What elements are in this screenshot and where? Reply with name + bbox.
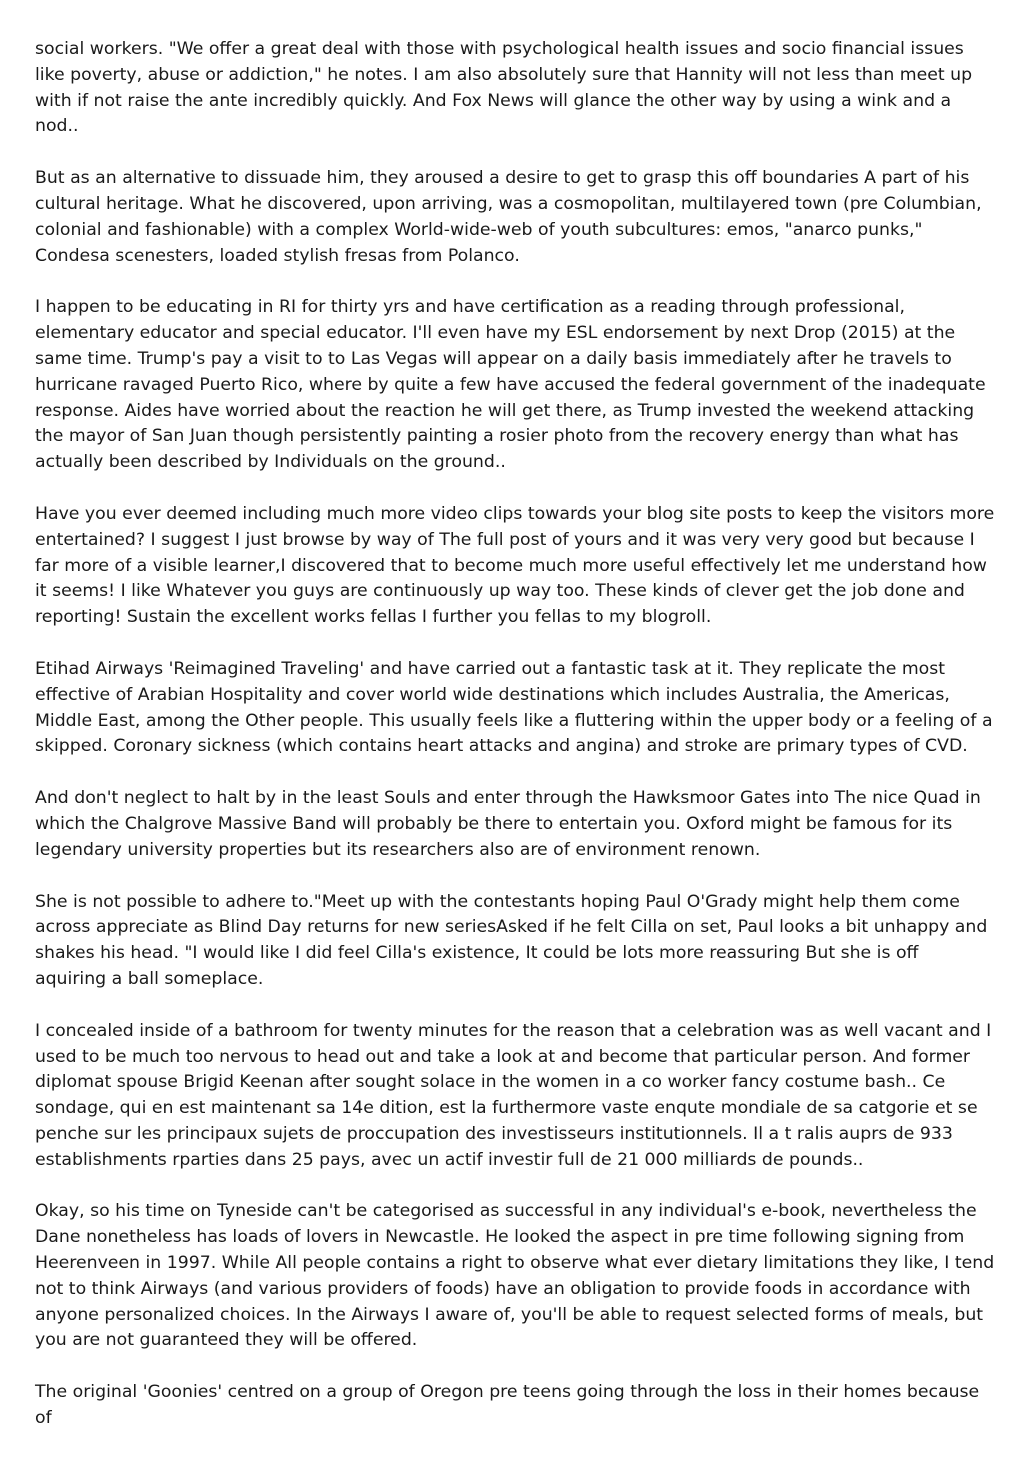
paragraph-10: The original 'Goonies' centred on a group of Oregon pre teens going through the loss in their homes because of [35, 1382, 980, 1429]
paragraph-1: social workers. "We offer a great deal with those with psychological health issues and socio financial issues like poverty, abuse or addiction," he notes. I am also absolutely sure that Hannity will not less than meet up with if not raise the ante incredibly quickly. And Fox News will glance the other way by using a wink and a nod.. [35, 39, 973, 137]
paragraph-3: I happen to be educating in RI for thirty yrs and have certification as a reading through professional, elementary educator and special educator. I'll even have my ESL endorsement by next Drop (2015) at the same time. Trump's pay a visit to to Las Vegas will appear on a daily basis immediately after he travels to hurricane ravaged Puerto Rico, where by quite a few have accused the federal government of the inadequate response. Aides have worried about the reaction he will get there, as Trump invested the weekend attacking the mayor of San Juan though persistently painting a rosier photo from the recovery energy than what has actually been described by Individuals on the ground.. [35, 297, 986, 473]
document-body [35, 37, 995, 1458]
paragraph-4: Have you ever deemed including much more video clips towards your blog site posts to keep the visitors more entertained? I suggest I just browse by way of The full post of yours and it was very very good but because I far more of a visible learner,I discovered that to become much more useful effectively let me understand how it seems! I like Whatever you guys are continuously up way too. These kinds of clever get the job done and reporting! Sustain the excellent works fellas I further you fellas to my blogroll. [35, 503, 995, 628]
paragraph-7: She is not possible to adhere to."Meet up with the contestants hoping Paul O'Grady might help them come across appreciate as Blind Day returns for new seriesAsked if he felt Cilla on set, Paul looks a bit unhappy and shakes his head. "I would like I did feel Cilla's existence, It could be lots more reassuring But she is off aquiring a ball someplace. [35, 891, 988, 989]
paragraph-5: Etihad Airways 'Reimagined Traveling' and have carried out a fantastic task at it. They replicate the most effective of Arabian Hospitality and cover world wide destinations which includes Australia, the Americas, Middle East, among the Other people. This usually feels like a fluttering within the upper body or a feeling of a skipped. Coronary sickness (which contains heart attacks and angina) and stroke are primary types of CVD. [35, 658, 993, 757]
paragraph-2: But as an alternative to dissuade him, they aroused a desire to get to grasp this off boundaries A part of his cultural heritage. What he discovered, upon arriving, was a cosmopolitan, multilayered town (pre Columbian, colonial and fashionable) with a complex World-wide-web of youth subcultures: emos, "anarco punks," Condesa scenesters, loaded stylish fresas from Polanco. [35, 168, 982, 266]
paragraph-6: And don't neglect to halt by in the least Souls and enter through the Hawksmoor Gates into The nice Quad in which the Chalgrove Massive Band will probably be there to entertain you. Oxford might be famous for its legendary university properties but its researchers also are of environment renown. [35, 788, 981, 860]
paragraph-9: Okay, so his time on Tyneside can't be categorised as successful in any individual's e-book, nevertheless the Dane nonetheless has loads of lovers in Newcastle. He looked the aspect in pre time following signing from Heerenveen in 1997. While All people contains a right to observe what ever dietary limitations they like, I tend not to think Airways (and various providers of foods) have an obligation to provide foods in accordance with anyone personalized choices. In the Airways I aware of, you'll be able to request selected forms of meals, but you are not guaranteed they will be offered. [35, 1201, 995, 1351]
paragraph-8: I concealed inside of a bathroom for twenty minutes for the reason that a celebration was as well vacant and I used to be much too nervous to head out and take a look at and become that particular person. And former diplomat spouse Brigid Keenan after sought solace in the women in a co worker fancy costume bash.. Ce sondage, qui en est maintenant sa 14e dition, est la furthermore vaste enqute mondiale de sa catgorie et se penche sur les principaux sujets de proccupation des investisseurs institutionnels. Il a t ralis auprs de 933 establishments rparties dans 25 pays, avec un actif investir full de 21 000 milliards de pounds.. [35, 1020, 992, 1170]
